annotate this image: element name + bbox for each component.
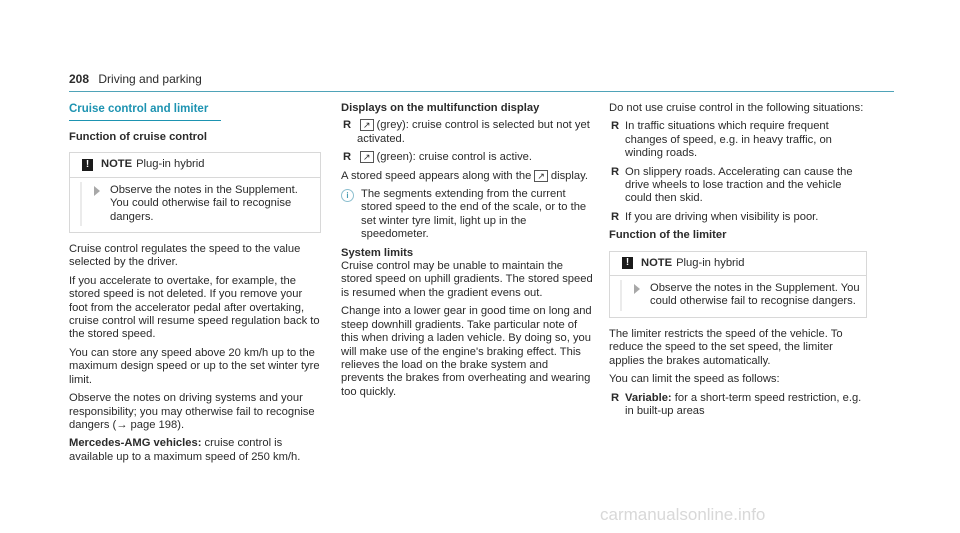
list-item: R ↗ (green): cruise control is active. [343,151,532,164]
column-3 [609,102,867,423]
note-text: Observe the notes in the Supplement. You could otherwise fail to recognise dangers. [110,183,298,223]
paragraph: Cruise control regulates the speed to the value selected by the driver. [69,243,301,269]
list-item: R In traffic situations which require frequent changes of speed, e.g. in heavy traffic, on winding roads. [611,120,832,160]
note-text: Observe the notes in the Supplement. You could otherwise fail to recognise dangers. [650,282,860,308]
list-item: R ↗ (grey): cruise control is selected but not yet activated. [343,119,590,145]
subheading-cruise-function: Function of cruise control [69,131,207,143]
paragraph: You can store any speed above 20 km/h up to the maximum design speed or up to the set winter tyre limit. [69,346,320,386]
page-header [69,73,202,86]
warning-icon: ! [82,159,93,171]
section-title: Cruise control and limiter [69,102,221,121]
paragraph: The limiter restricts the speed of the vehicle. To reduce the speed to the set speed, the limiter applies the brakes automatically. [609,327,843,367]
warning-icon: ! [622,257,633,269]
triangle-right-icon [94,186,100,196]
cruise-control-icon: ↗ [360,151,374,163]
cruise-control-icon: ↗ [360,119,374,131]
subheading-limiter: Function of the limiter [609,229,727,242]
note-bar [620,280,622,311]
note-box [69,152,321,233]
display-list [341,119,593,164]
paragraph-amg [69,437,321,464]
watermark: carmanualsonline.info [600,505,766,524]
note-body [610,276,866,317]
situations-list [609,120,867,224]
note-label: NOTE [641,256,673,269]
note-header [70,153,320,177]
list-item: R On slippery roads. Accelerating can cause the drive wheels to lose traction and the vehicle could then skid. [611,165,853,205]
column-1 [69,102,321,469]
column-2 [341,102,593,404]
header-rule [69,91,894,92]
page-number: 208 [69,72,90,86]
subheading-system-limits: System limits [341,246,414,259]
note-title: Plug-in hybrid [676,256,745,269]
list-item-text: (green): cruise control is active. [376,151,532,164]
paragraph: Do not use cruise control in the following situations: [609,102,864,114]
chapter-title: Driving and parking [98,72,202,86]
note-header [610,252,866,276]
info-note [341,188,593,242]
info-text: The segments extending from the current stored speed to the end of the scale, or to the set winter tyre limit, light up in the speedometer. [361,188,587,241]
paragraph-page-reference: Observe the notes on driving systems and your responsibility; you may otherwise fail to recognise dangers (→ page 198). [69,392,315,431]
note-label: NOTE [101,158,133,171]
paragraph: Change into a lower gear in good time on long and steep downhill gradients. Take particular note of this when driving a laden vehicle. By doing so, you will make use of the engine's braking effect. This relieves the load on the brake system and prevents the brakes from overheating and wearing too quickly. [341,305,592,398]
limit-list [609,392,867,419]
note-bar [80,182,82,226]
info-icon: i [341,189,354,202]
subheading-displays: Displays on the multifunction display [341,102,540,114]
paragraph: A stored speed appears along with the ↗ display. [341,169,588,182]
note-body [70,178,320,232]
paragraph: If you accelerate to overtake, for example, the stored speed is not deleted. If you remove your foot from the accelerator pedal after overtaking, cruise control will resume speed regulation back to the stored speed. [69,274,320,341]
list-item: R If you are driving when visibility is poor. [611,210,819,223]
list-item: R Variable: for a short-term speed restriction, e.g. in built-up areas [611,391,862,417]
cruise-control-icon: ↗ [534,170,548,182]
list-item-text: (grey): cruise control is selected but not yet activated. [357,119,590,145]
paragraph: You can limit the speed as follows: [609,373,780,386]
note-title: Plug-in hybrid [136,158,205,171]
triangle-right-icon [634,284,640,294]
note-box [609,251,867,318]
amg-text: cruise control is available up to a maximum speed of 250 km/h. [69,437,301,463]
paragraph: Cruise control may be unable to maintain the stored speed on uphill gradients. The stored speed is resumed when the gradient evens out. [341,260,593,299]
amg-label: Mercedes-AMG vehicles: [69,437,202,450]
